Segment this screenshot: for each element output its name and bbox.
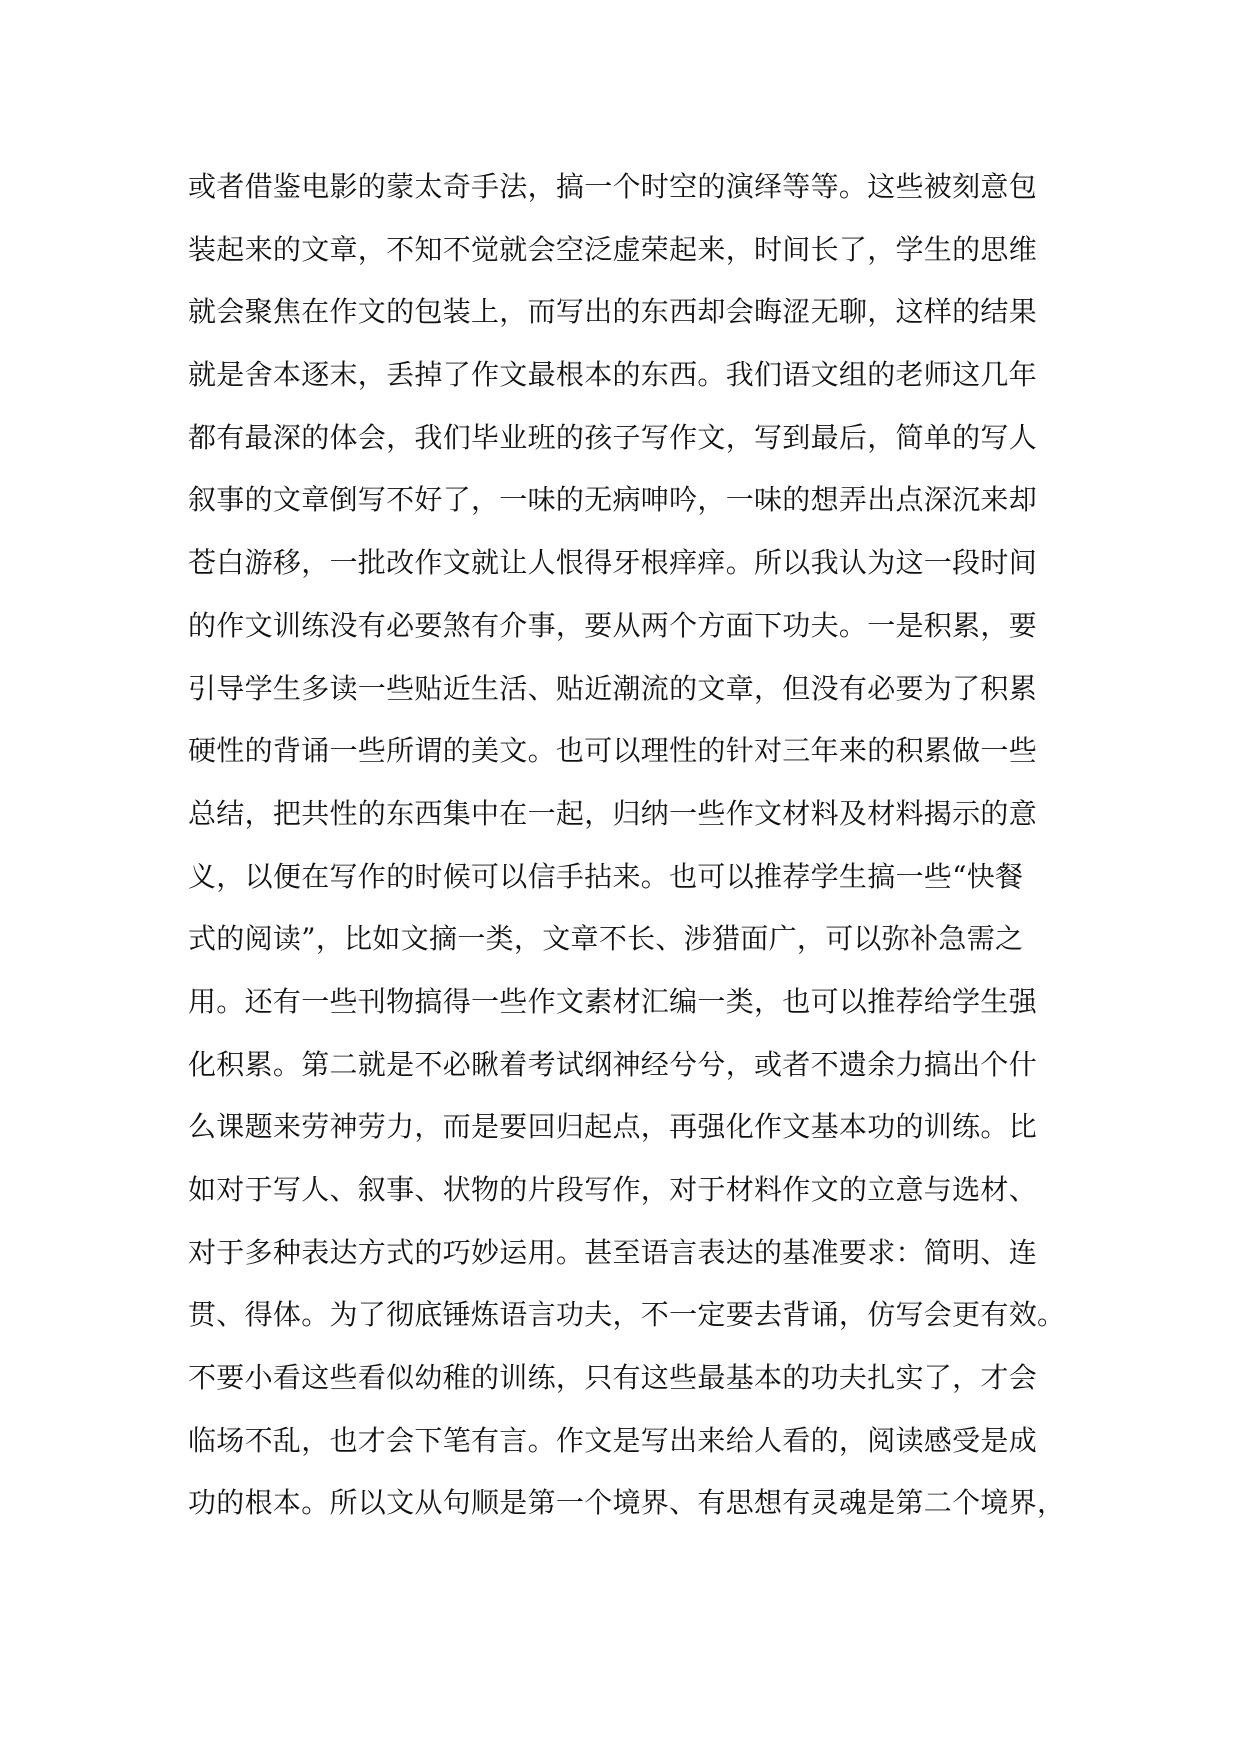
text-line: 如对于写人、叙事、状物的片段写作，对于材料作文的立意与选材、	[188, 1173, 1038, 1206]
body-paragraph	[188, 156, 1066, 1535]
text-line: 对于多种表达方式的巧妙运用。甚至语言表达的基准要求：简明、连	[188, 1235, 1038, 1269]
text-line: 引导学生多读一些贴近生活、贴近潮流的文章，但没有必要为了积累	[188, 671, 1038, 705]
text-line: 功的根本。所以文从句顺是第一个境界、有思想有灵魂是第二个境界，	[188, 1486, 1066, 1520]
text-line: 装起来的文章，不知不觉就会空泛虚荣起来，时间长了，学生的思维	[188, 232, 1038, 266]
text-line: 苍白游移，一批改作文就让人恨得牙根痒痒。所以我认为这一段时间	[188, 546, 1038, 580]
text-line: 义，以便在写作的时候可以信手拈来。也可以推荐学生搞一些“快餐	[188, 859, 1024, 893]
text-line: 么课题来劳神劳力，而是要回归起点，再强化作文基本功的训练。比	[188, 1110, 1038, 1144]
text-line: 叙事的文章倒写不好了，一味的无病呻吟，一味的想弄出点深沉来却	[188, 483, 1038, 517]
text-line: 化积累。第二就是不必瞅着考试纲神经兮兮，或者不遗余力搞出个什	[188, 1047, 1038, 1081]
text-line: 或者借鉴电影的蒙太奇手法，搞一个时空的演绎等等。这些被刻意包	[188, 170, 1038, 203]
text-line: 都有最深的体会，我们毕业班的孩子写作文，写到最后，简单的写人	[188, 420, 1038, 454]
text-line: 临场不乱，也才会下笔有言。作文是写出来给人看的，阅读感受是成	[188, 1423, 1038, 1457]
text-line: 贯、得体。为了彻底锤炼语言功夫，不一定要去背诵，仿写会更有效。	[188, 1298, 1066, 1332]
text-line: 就会聚焦在作文的包装上，而写出的东西却会晦涩无聊，这样的结果	[188, 295, 1038, 329]
text-line: 的作文训练没有必要煞有介事，要从两个方面下功夫。一是积累，要	[188, 608, 1038, 642]
text-line: 用。还有一些刊物搞得一些作文素材汇编一类，也可以推荐给学生强	[188, 984, 1038, 1018]
text-line: 总结，把共性的东西集中在一起，归纳一些作文材料及材料揭示的意	[188, 796, 1038, 830]
text-line: 硬性的背诵一些所谓的美文。也可以理性的针对三年来的积累做一些	[188, 734, 1038, 768]
text-line: 不要小看这些看似幼稚的训练，只有这些最基本的功夫扎实了，才会	[188, 1361, 1038, 1395]
text-line: 就是舍本逐末，丢掉了作文最根本的东西。我们语文组的老师这几年	[188, 358, 1038, 392]
text-line: 式的阅读”，比如文摘一类，文章不长、涉猎面广，可以弥补急需之	[188, 922, 1024, 956]
